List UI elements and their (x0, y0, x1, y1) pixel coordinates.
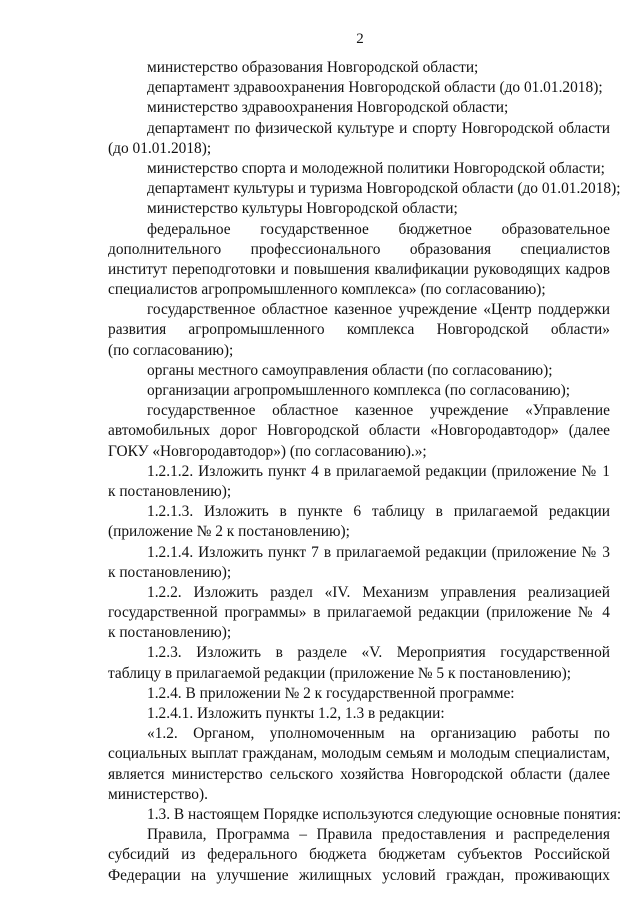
text-line: министерство культуры Новгородской области; (147, 200, 458, 218)
text-line: органы местного самоуправления области (по согласованию); (147, 361, 553, 379)
text-line: 1.3. В настоящем Порядке используются следующие основные понятия: (147, 805, 622, 823)
text-line: 1.2.1.3. Изложить в пункте 6 таблицу в прилагаемой редакции (147, 503, 610, 521)
text-line: специалистов агропромышленного комплекса» (по согласованию); (108, 281, 546, 299)
text-line: к постановлению); (108, 624, 232, 642)
text-line: организации агропромышленного комплекса (по согласованию); (147, 382, 571, 399)
text-line: институт переподготовки и повышения квалификации руководящих кадров (108, 260, 610, 278)
text-line: 1.2.3. Изложить в разделе «V. Мероприятия государственной (147, 644, 610, 662)
text-line: 1.2.4.1. Изложить пункты 1.2, 1.3 в редакции: (147, 705, 445, 722)
text-line: таблицу в прилагаемой редакции (приложение № 5 к постановлению); (108, 664, 572, 682)
text-line: Федерации на улучшение жилищных условий граждан, проживающих (108, 866, 610, 884)
text-line: автомобильных дорог Новгородской области «Новгородавтодор» (далее (108, 422, 610, 440)
text-line: 1.2.1.2. Изложить пункт 4 в прилагаемой редакции (приложение № 1 (147, 462, 610, 480)
text-line: министерство). (108, 785, 208, 803)
text-line: «1.2. Органом, уполномоченным на организацию работы по (147, 725, 610, 743)
text-line: государственное областное казенное учреждение «Управление (147, 402, 610, 420)
text-line: 1.2.4. В приложении № 2 к государственной программе: (147, 684, 515, 702)
text-line: (по согласованию); (108, 341, 234, 359)
text-line: к постановлению); (108, 482, 232, 500)
text-line: федеральное государственное бюджетное образовательное (147, 220, 610, 238)
text-line: министерство спорта и молодежной политики Новгородской области; (147, 159, 605, 177)
text-line: департамент культуры и туризма Новгородской области (до 01.01.2018); (147, 180, 621, 198)
text-line: ГОКУ «Новгородавтодор») (по согласованию).»; (108, 442, 427, 460)
document-body (108, 58, 622, 886)
text-line: социальных выплат гражданам, молодым семьям и молодым специалистам, (108, 745, 610, 763)
text-line: министерство образования Новгородской области; (147, 59, 479, 76)
text-line: государственное областное казенное учреждение «Центр поддержки (147, 301, 610, 319)
text-line: развития агропромышленного комплекса Новгородской области» (108, 321, 610, 339)
text-line: к постановлению); (108, 563, 232, 581)
text-line: является министерство сельского хозяйства Новгородской области (далее (108, 765, 610, 783)
text-line: 1.2.2. Изложить раздел «IV. Механизм управления реализацией (147, 583, 610, 601)
text-line: дополнительного профессионального образования специалистов (108, 240, 610, 258)
text-line: государственной программы» в прилагаемой редакции (приложение № 4 (108, 604, 610, 622)
text-line: субсидий из федерального бюджета бюджетам субъектов Российской (108, 846, 610, 864)
text-line: (до 01.01.2018); (108, 139, 212, 157)
text-line: департамент здравоохранения Новгородской области (до 01.01.2018); (147, 79, 603, 97)
text-line: департамент по физической культуре и спорту Новгородской области (147, 119, 610, 137)
text-line: Правила, Программа – Правила предоставления и распределения (147, 826, 610, 844)
text-line: министерство здравоохранения Новгородской области; (147, 99, 509, 117)
page-number: 2 (356, 31, 364, 47)
text-line: (приложение № 2 к постановлению); (108, 523, 350, 541)
text-line: 1.2.1.4. Изложить пункт 7 в прилагаемой редакции (приложение № 3 (147, 543, 610, 561)
